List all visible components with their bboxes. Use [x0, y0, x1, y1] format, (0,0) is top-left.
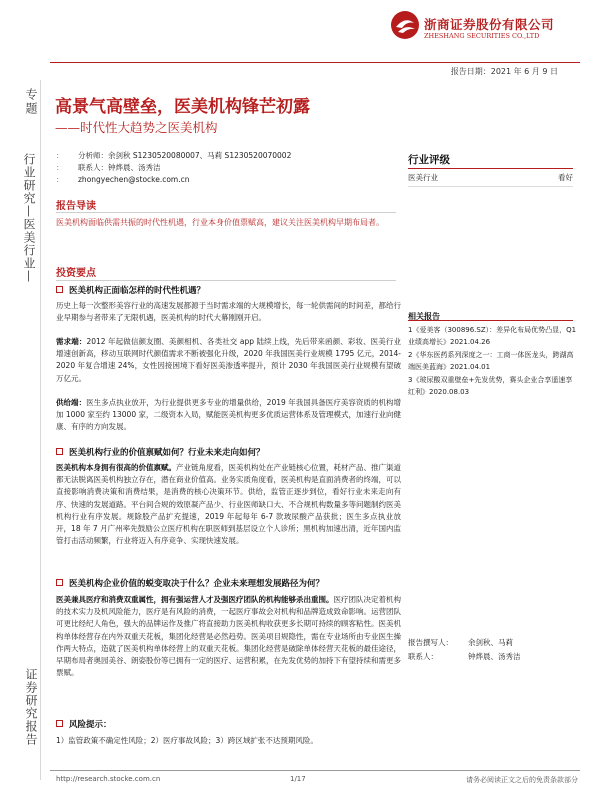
- rating-row: [408, 172, 573, 183]
- company-name-cn: 浙商证券股份有限公司: [424, 17, 555, 32]
- checkbox-square-icon: [56, 448, 63, 455]
- paragraph-supply: 供给端：医生多点执业放开，为行业提供更多专业的增量供给，2019 年我国具备医疗美容资质的机构增加 1000 家至约 13000 家，二级资本入局，赋能医美机构更多优质运营体系及管理模式，加速行业向健康、有序的方向发展。: [56, 398, 402, 432]
- report-guide-text: 医美机构面临供需共振的时代性机遇，行业本身价值票赋高，建议关注医美机构早期布局者。: [56, 218, 384, 227]
- left-label-topic: 专题: [24, 88, 38, 116]
- paragraph-value: 医美机构本身拥有很高的价值禀赋。产业链角度看，医美机构处在产业链核心位置，耗材产品、推广渠道都无法脱离医美机构独立存在，潜在商业价值高。业务实质角度看，医美机构是直面消费者的终端，可以直接影响消费决策和消费结果，是消费的核心决策环节。供给，监管正逐步到位，看好行业未来走向有序、快速的发展道路。平台间合规的效原凝产品少、行业医师缺口大、不合规机构数量多等问题制约医美机构行业有序发展。规除股产品扩充提速，2019 年起每年 6-7 款玻尿酸产品获批；医生多点执业放开，18 年 7 月广州率先鼓励公立医疗机构在职医师到基层设立个人诊所；黑机构加速出清，近年国内监管打击活动频繁，行业将迈入有序竞争、实现快速发展。: [56, 463, 401, 546]
- related-reports-heading: 相关报告: [408, 312, 440, 321]
- rating-industry: 医美行业: [408, 173, 438, 182]
- left-divider: [40, 80, 41, 780]
- header-divider: [50, 62, 580, 63]
- email-row: [56, 174, 396, 186]
- rating-divider: [408, 168, 573, 169]
- contact-row: [408, 650, 573, 664]
- writer-row: [408, 636, 573, 650]
- risk-text: 1）监管政策不确定性风险；2）医疗事故风险；3）跨区域扩张不达预期风险。: [56, 736, 318, 745]
- rating-value: 看好: [558, 173, 573, 182]
- analyst-block: [56, 150, 396, 186]
- report-subtitle: ——时代性大趋势之医美机构: [55, 120, 218, 135]
- contact-value: 钟烨晨、汤秀洁: [468, 652, 521, 661]
- analyst-text: 分析师：余剑秋 S1230520080007、马莉 S1230520070002: [78, 151, 292, 160]
- email-link[interactable]: zhongyechen@stocke.com.cn: [78, 175, 190, 184]
- related-divider: [408, 320, 573, 321]
- bullet-mark: ：: [56, 175, 64, 184]
- checkbox-square-icon: [56, 286, 63, 293]
- paragraph-history: 历史上每一次整形美容行业的高速发展都源于当时需求端的大规模增长，每一轮供需间的时间差，都给行业早期参与者带来了无限机遇，医美机构的时代大幕刚刚开启。: [56, 301, 401, 323]
- section-heading-1: 医美机构正面临怎样的时代性机遇？: [56, 284, 401, 297]
- related-reports-list: [408, 324, 578, 399]
- bullet-mark: ：: [56, 151, 64, 160]
- footer-divider: [50, 770, 580, 771]
- rating-bottom-divider: [408, 186, 573, 187]
- contact-text: 联系人：钟烨晨、汤秀洁: [78, 163, 161, 172]
- left-label-research-report: 证券研究报告: [24, 668, 38, 746]
- company-name-en: ZHESHANG SECURITIES CO.,LTD: [424, 32, 540, 40]
- zheshang-logo-icon: [390, 10, 420, 40]
- footer-url-link[interactable]: http://research.stocke.com.cn: [56, 775, 161, 783]
- checkbox-square-icon: [56, 579, 63, 586]
- paragraph-demand: 需求端：2012 年起做信颜友圈、美颜相机、各类社交 app 陆续上线，先后带来函颜、彩妆、医美行业增速创新高，移动互联网时代颜值需求不断被强化升级，2020 年我国医美行业规模 1795 亿元，2014-2020 年复合增速 24%，女性因接困境下看好医美渗透率提升，预计 2030 年我国医美行业规模有望破万亿元。: [56, 337, 402, 383]
- industry-rating-heading: 行业评级: [408, 154, 450, 166]
- bullet-mark: ：: [56, 163, 64, 172]
- report-guide-heading: 报告导读: [56, 201, 96, 212]
- related-report-link[interactable]: 3《玻尿酸双重壁垒+先发优势，赛头企业合享遥速享红利》2020.08.03: [408, 376, 573, 396]
- related-report-link[interactable]: 1《爱美客（300896.SZ）：差异化布局优势凸显，Q1 业绩高增长》2021.04.26: [408, 326, 577, 346]
- report-title: 高景气高壁垒，医美机构锋芒初露: [55, 97, 310, 117]
- contact-label: 联系人：: [408, 652, 438, 661]
- risk-heading: 风险提示：: [56, 718, 401, 731]
- section-heading-2: 医美机构行业的价值禀赋如何？行业未来走向如何？: [56, 446, 401, 459]
- guide-divider: [56, 212, 396, 213]
- left-label-industry: 行业研究—医美行业—: [22, 153, 36, 283]
- section-heading-3: 医美机构企业价值的蜕变取决于什么？企业未来理想发展路径为何？: [56, 577, 401, 590]
- company-logo: [390, 10, 595, 48]
- related-report-link[interactable]: 2《华东医药系列深度之一：工商一体医龙头，跨湖高端医美蓝海》2021.04.01: [408, 351, 574, 371]
- analyst-row: [56, 150, 396, 162]
- checkbox-square-icon: [56, 720, 63, 727]
- key-points-heading: 投资要点: [56, 268, 96, 279]
- writer-label: 报告撰写人：: [408, 638, 453, 647]
- key-points-divider: [56, 280, 396, 281]
- writer-value: 余剑秋、马莉: [468, 638, 513, 647]
- page-number: 1/17: [290, 775, 306, 783]
- report-date: 报告日期：2021 年 6 月 9 日: [450, 67, 558, 76]
- disclaimer-note: 请务必阅读正文之后的免责条款部分: [466, 776, 578, 784]
- paragraph-transformation: 医美兼具医疗和消费双重属性，拥有强运营人才及强医疗团队的机构能够杀出重围。医疗团队决定着机构的技术实力及机风险能力，医疗是有风险的消费，一起医疗事故会对机构和品牌造成致命影响。运营团队可更比经纪人角色，强大的品牌运作及推广将直接助力医美机构收获更多长期可持续的顾客粘性。医美机构单体经营存在内外双重天花板，集团化经营是必然趋势。医美项目规隐性，需在专业场所由专业医生操作两大特点，造就了医美机构单体经营上的双重天花板。集团化经营是破除单体经营天花板的最佳途径，早期布局者奥园美谷、朗姿股份等已拥有一定的医疗、运营积累，在先发优势的加持下有望持续和需更多票赋。: [56, 595, 401, 678]
- sidebar-authors: [408, 636, 573, 664]
- contact-row: [56, 162, 396, 174]
